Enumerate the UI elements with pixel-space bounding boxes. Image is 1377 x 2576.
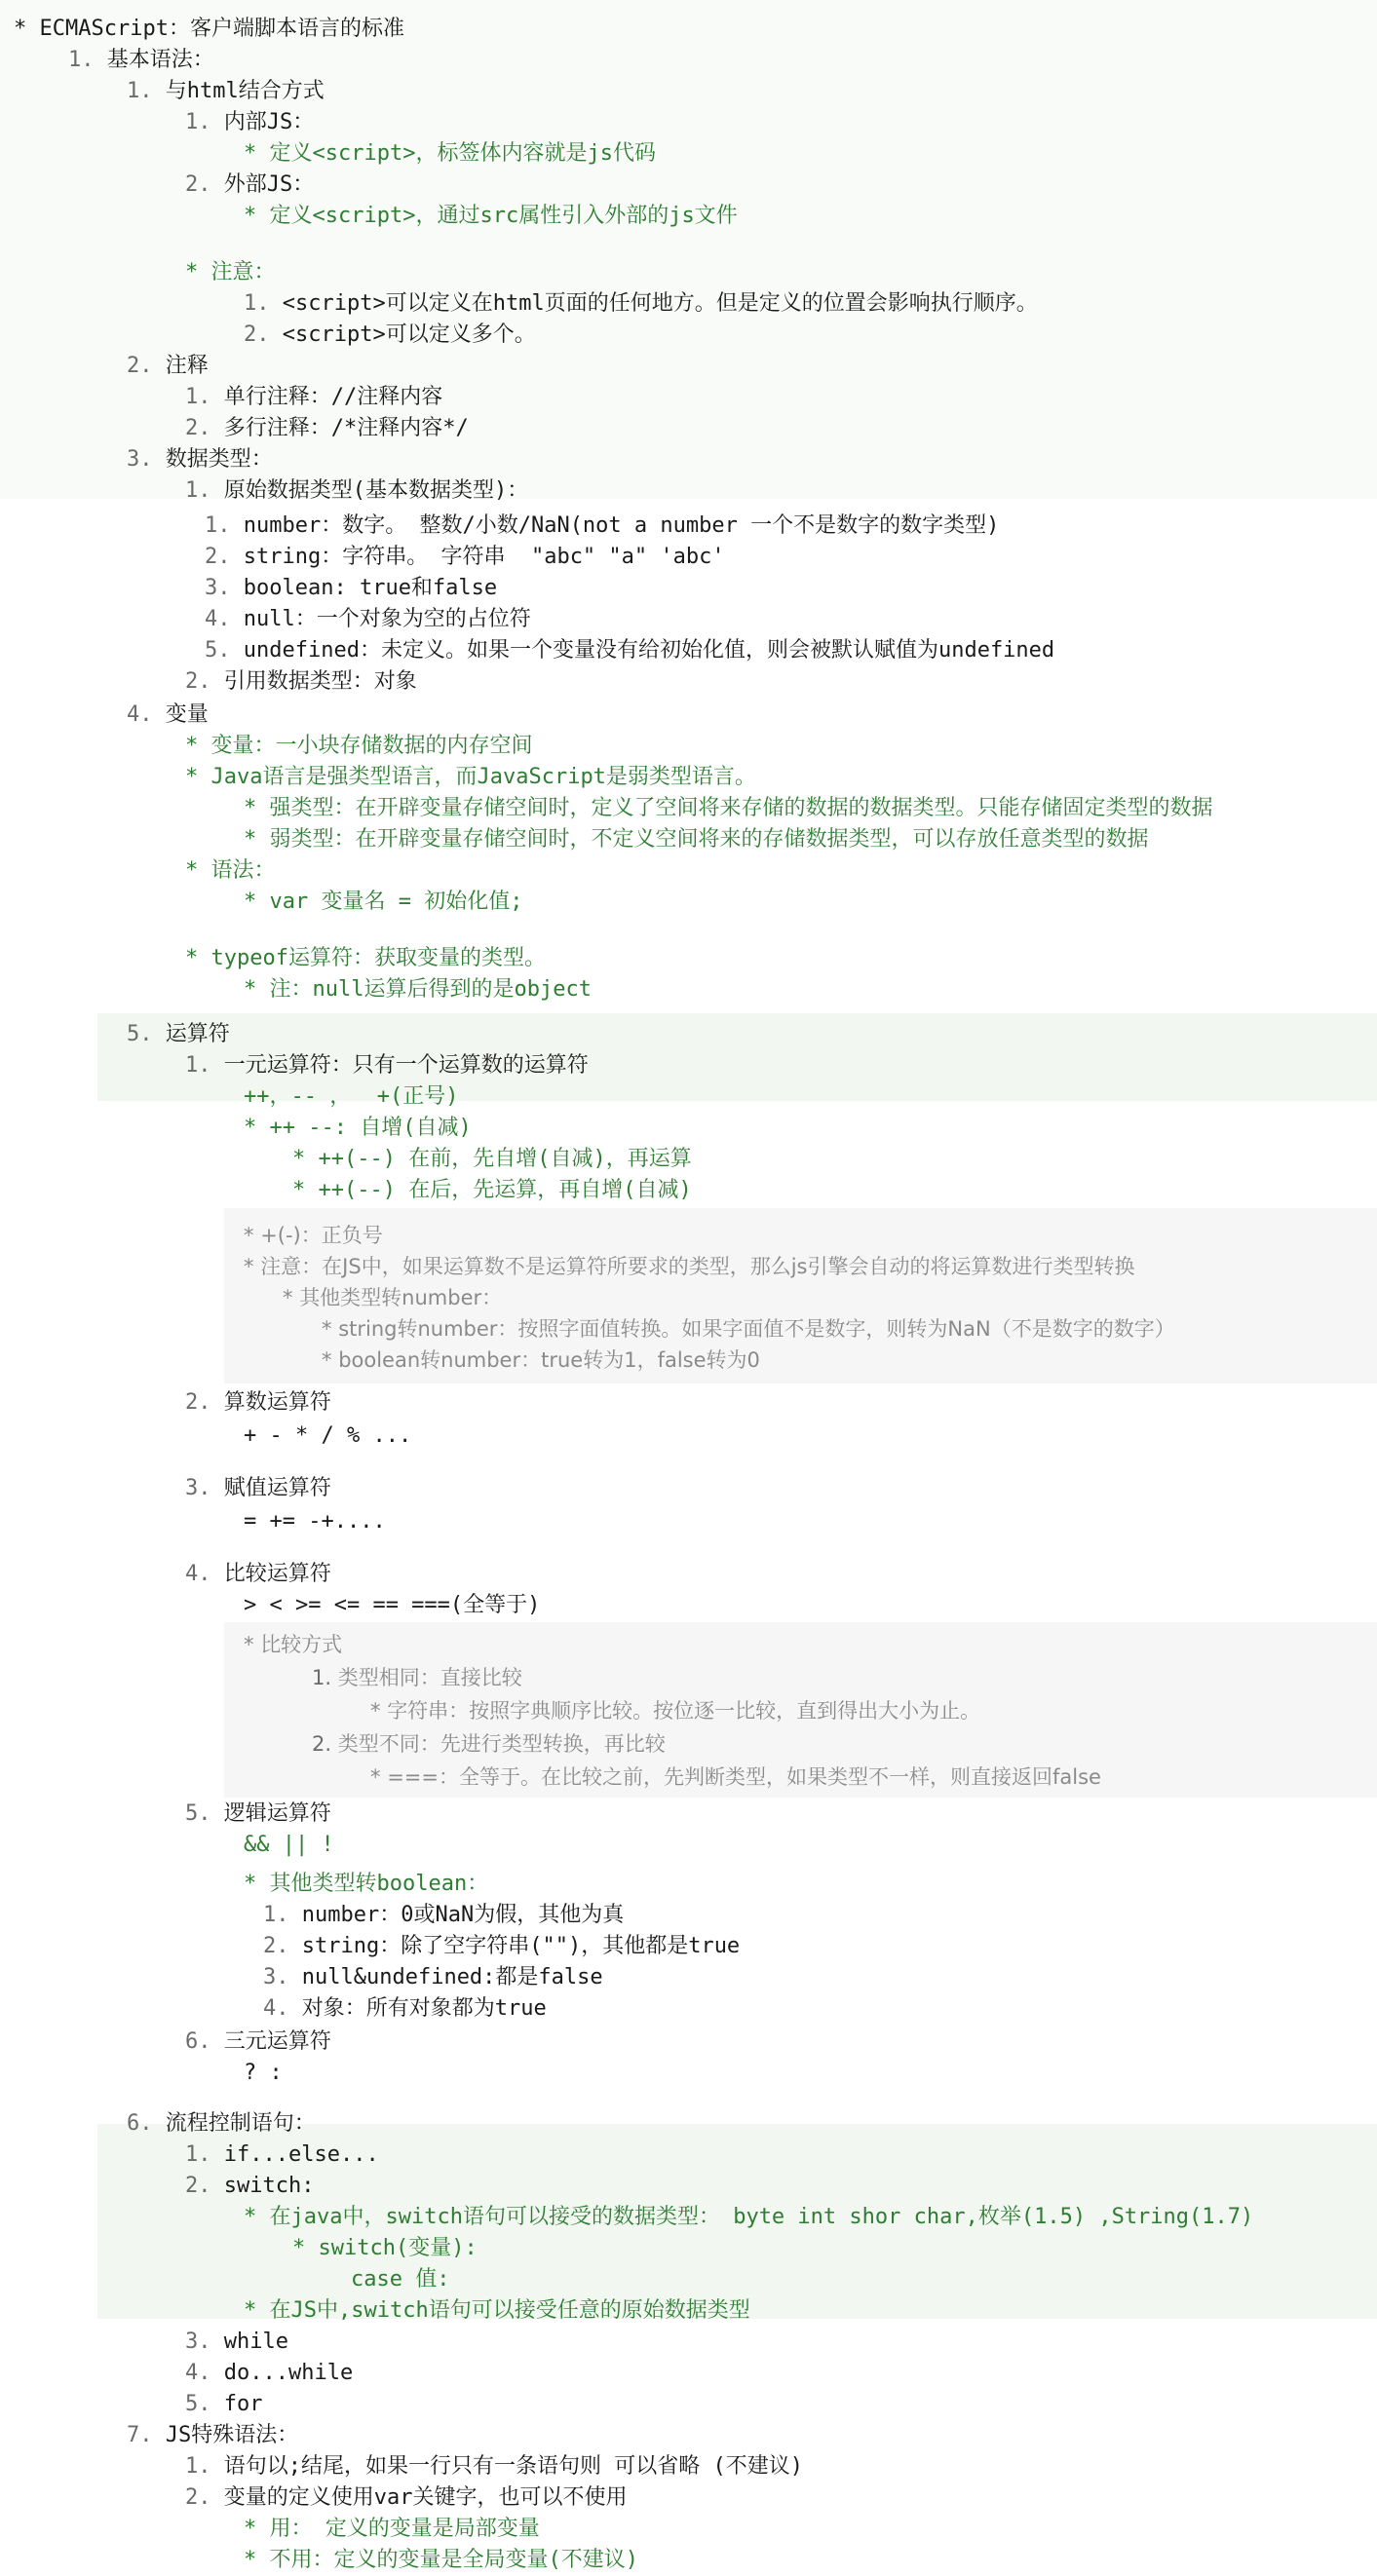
- outline-line: [185, 1387, 331, 1419]
- list-number: 5.: [127, 1022, 153, 1046]
- list-number: 4.: [263, 1996, 289, 2021]
- line-text: 字符串：按照字典顺序比较。按位逐一比较，直到得出大小为止。: [387, 1699, 981, 1723]
- list-number: 6.: [127, 2111, 153, 2136]
- outline-line: [185, 2327, 288, 2358]
- line-text: 多行注释：/*注释内容*/: [223, 416, 469, 440]
- bullet-marker: *: [370, 1765, 381, 1789]
- line-text: for: [223, 2392, 263, 2416]
- outline-line: [351, 2264, 449, 2295]
- list-number: 2.: [205, 545, 231, 569]
- line-text: 赋值运算符: [223, 1476, 331, 1500]
- outline-line: [185, 1050, 589, 1081]
- line-text: undefined：未定义。如果一个变量没有给初始化值，则会被默认赋值为undefined: [243, 638, 1055, 663]
- outline-line: [244, 2202, 1253, 2233]
- line-text: 在java中，switch语句可以接受的数据类型： byte int shor char,枚举(1.5) ,String(1.7): [269, 2205, 1254, 2229]
- list-number: 1.: [312, 1666, 332, 1689]
- outline-line: [127, 2420, 298, 2451]
- list-number: 2.: [263, 1934, 289, 1958]
- outline-line: [263, 1962, 603, 1993]
- line-text: = += -+....: [244, 1509, 386, 1534]
- outline-line: [185, 943, 546, 974]
- outline-line: [205, 573, 497, 604]
- line-text: 内部JS：: [223, 110, 315, 134]
- list-number: 4.: [205, 607, 231, 631]
- outline-line: [244, 1869, 488, 1900]
- outline-line: [185, 2027, 331, 2058]
- bullet-marker: *: [244, 827, 257, 852]
- line-text: ECMAScript：客户端脚本语言的标准: [39, 17, 404, 41]
- line-text: string转number：按照字面值转换。如果字面值不是数字，则转为NaN（不是数字的数字）: [338, 1317, 1175, 1341]
- outline-line: [244, 201, 738, 232]
- outline-line: [185, 2482, 628, 2514]
- outline-line: [185, 382, 442, 413]
- line-text: 其他类型转boolean：: [269, 1872, 489, 1896]
- outline-line: [244, 288, 1038, 320]
- list-number: 2.: [185, 2174, 211, 2198]
- line-text: 变量：一小块存储数据的内存空间: [210, 734, 533, 758]
- bullet-marker: *: [292, 2236, 306, 2260]
- outline-line: [370, 1762, 1101, 1793]
- bullet-marker: *: [185, 858, 199, 883]
- outline-line: [127, 2108, 316, 2140]
- line-text: 注释: [165, 354, 209, 378]
- list-number: 5.: [185, 1801, 211, 1826]
- bullet-marker: *: [244, 141, 257, 166]
- list-number: 2.: [185, 416, 211, 440]
- line-text: 注：null运算后得到的是object: [269, 977, 592, 1002]
- list-number: 2.: [244, 322, 270, 347]
- line-text: var 变量名 = 初始化值;: [269, 890, 523, 914]
- line-text: ===：全等于。在比较之前，先判断类型，如果类型不一样，则直接返回false: [387, 1765, 1101, 1789]
- list-number: 1.: [244, 291, 270, 316]
- outline-line: [244, 2295, 750, 2327]
- outline-line: [244, 1081, 458, 1113]
- list-number: 1.: [68, 48, 95, 72]
- outline-line: [185, 170, 314, 201]
- bullet-marker: *: [292, 1178, 306, 1202]
- outline-line: [244, 320, 536, 351]
- outline-line: [263, 1993, 547, 2025]
- list-number: 4.: [127, 702, 153, 727]
- line-text: 运算符: [165, 1022, 230, 1046]
- line-text: switch:: [223, 2174, 315, 2198]
- line-text: 一元运算符：只有一个运算数的运算符: [223, 1053, 589, 1078]
- line-text: ? :: [244, 2061, 283, 2085]
- line-text: 变量: [165, 702, 209, 727]
- outline-line: [127, 700, 209, 731]
- outline-line: [263, 1900, 624, 1931]
- bullet-marker: *: [244, 2205, 257, 2229]
- line-text: 强类型：在开辟变量存储空间时，定义了空间将来存储的数据的数据类型。只能存储固定类型的数据: [269, 796, 1213, 820]
- line-text: ++，-- ， +(正号): [244, 1084, 459, 1109]
- outline-line: [244, 974, 592, 1005]
- line-text: 定义<script>，标签体内容就是js代码: [269, 141, 656, 166]
- outline-line: [244, 1421, 411, 1452]
- outline-line: [205, 511, 999, 542]
- line-text: null：一个对象为空的占位符: [243, 607, 531, 631]
- list-number: 2.: [185, 172, 211, 197]
- list-number: 4.: [185, 1562, 211, 1586]
- line-text: <script>可以定义多个。: [282, 322, 536, 347]
- line-text: 类型相同：直接比较: [337, 1666, 522, 1689]
- bullet-marker: *: [244, 204, 257, 228]
- outline-line: [244, 1830, 334, 1861]
- line-text: 单行注释：//注释内容: [223, 385, 443, 409]
- line-text: 用： 定义的变量是局部变量: [269, 2517, 540, 2541]
- line-text: 比较方式: [260, 1633, 343, 1656]
- line-text: 比较运算符: [223, 1562, 331, 1586]
- outline-line: [283, 1282, 502, 1313]
- line-text: ++(--) 在后，先运算，再自增(自减): [318, 1178, 692, 1202]
- outline-line: [185, 1799, 331, 1830]
- line-text: 引用数据类型：对象: [223, 669, 417, 694]
- outline-line: [185, 2451, 803, 2482]
- outline-line: [244, 793, 1213, 824]
- list-number: 5.: [205, 638, 231, 663]
- line-text: 基本语法：: [106, 48, 214, 72]
- outline-line: [14, 14, 404, 45]
- line-text: && || !: [244, 1833, 334, 1857]
- outline-line: [127, 1019, 230, 1050]
- bullet-marker: *: [244, 1255, 254, 1278]
- outline-line: [244, 138, 656, 170]
- line-text: 注意：: [210, 260, 276, 284]
- line-text: typeof运算符：获取变量的类型。: [210, 946, 546, 970]
- line-text: +(-)：正负号: [260, 1224, 383, 1247]
- outline-line: [312, 1662, 522, 1693]
- bullet-marker: *: [185, 734, 199, 758]
- outline-line: [185, 1473, 331, 1504]
- list-number: 1.: [185, 110, 211, 134]
- list-number: 3.: [263, 1965, 289, 1989]
- bullet-marker: *: [244, 1116, 257, 1140]
- outline-line: [185, 107, 314, 138]
- line-text: 外部JS：: [223, 172, 315, 197]
- line-text: 注意：在JS中，如果运算数不是运算符所要求的类型，那么js引擎会自动的将运算数进行类型转换: [260, 1255, 1135, 1278]
- outline-line: [244, 1629, 342, 1660]
- outline-line: [205, 542, 725, 573]
- outline-line: [292, 1144, 692, 1175]
- list-number: 1.: [185, 2142, 211, 2167]
- list-number: 3.: [185, 1476, 211, 1500]
- line-text: boolean: true和false: [243, 576, 498, 600]
- line-text: 不用：定义的变量是全局变量(不建议): [269, 2548, 638, 2572]
- bullet-marker: *: [185, 260, 199, 284]
- bullet-marker: *: [244, 2298, 257, 2323]
- list-number: 1.: [127, 79, 153, 103]
- outline-line: [205, 635, 1054, 666]
- line-text: 数据类型：: [165, 447, 273, 472]
- line-text: ++(--) 在前，先自增(自减)，再运算: [318, 1147, 692, 1171]
- list-number: 6.: [185, 2029, 211, 2054]
- outline-line: [312, 1728, 666, 1760]
- outline-line: [244, 1251, 1134, 1282]
- outline-line: [127, 76, 325, 107]
- bullet-marker: *: [322, 1348, 332, 1372]
- list-number: 3.: [205, 576, 231, 600]
- bullet-marker: *: [244, 1872, 257, 1896]
- list-number: 1.: [185, 2454, 211, 2479]
- line-text: 类型不同：先进行类型转换，再比较: [337, 1732, 666, 1756]
- list-number: 1.: [185, 478, 211, 503]
- bullet-marker: *: [185, 765, 199, 789]
- line-text: + - * / % ...: [244, 1423, 412, 1448]
- line-text: 定义<script>，通过src属性引入外部的js文件: [269, 204, 738, 228]
- outline-line: [244, 824, 1149, 855]
- line-text: ++ --: 自增(自减): [269, 1116, 472, 1140]
- outline-line: [127, 351, 209, 382]
- list-number: 7.: [127, 2423, 153, 2447]
- line-text: 其他类型转number：: [299, 1286, 503, 1309]
- bullet-marker: *: [370, 1699, 381, 1723]
- line-text: switch(变量):: [318, 2236, 478, 2260]
- outline-line: [185, 475, 528, 507]
- bullet-marker: *: [244, 2517, 257, 2541]
- outline-line: [244, 1220, 383, 1251]
- line-text: > < >= <= == ===(全等于): [244, 1593, 541, 1617]
- line-text: 算数运算符: [223, 1390, 331, 1415]
- outline-line: [127, 444, 273, 475]
- outline-line: [185, 762, 756, 793]
- line-text: string：除了空字符串("")，其他都是true: [301, 1934, 741, 1958]
- outline-line: [244, 1113, 472, 1144]
- list-number: 3.: [127, 447, 153, 472]
- list-number: 2.: [312, 1732, 332, 1756]
- line-text: 语法：: [210, 858, 276, 883]
- bullet-marker: *: [244, 796, 257, 820]
- line-text: if...else...: [223, 2142, 379, 2167]
- outline-line: [185, 2389, 263, 2420]
- list-number: 1.: [185, 385, 211, 409]
- outline-line: [244, 2514, 540, 2545]
- outline-line: [244, 2545, 638, 2576]
- list-number: 5.: [185, 2392, 211, 2416]
- line-text: string：字符串。 字符串 "abc" "a" 'abc': [243, 545, 725, 569]
- outline-line: [370, 1695, 980, 1726]
- line-text: 三元运算符: [223, 2029, 331, 2054]
- line-text: null&undefined:都是false: [301, 1965, 603, 1989]
- outline-line: [185, 257, 276, 288]
- line-text: boolean转number：true转为1，false转为0: [338, 1348, 760, 1372]
- list-number: 3.: [185, 2330, 211, 2354]
- list-number: 1.: [185, 1053, 211, 1078]
- bullet-marker: *: [283, 1286, 293, 1309]
- outline-line: [205, 604, 531, 635]
- bullet-marker: *: [244, 977, 257, 1002]
- bullet-marker: *: [14, 17, 27, 41]
- bullet-marker: *: [244, 890, 257, 914]
- outline-line: [322, 1345, 760, 1376]
- outline-line: [185, 1559, 331, 1590]
- line-text: do...while: [223, 2361, 354, 2385]
- line-text: case 值:: [351, 2267, 450, 2292]
- bullet-marker: *: [185, 946, 199, 970]
- line-text: <script>可以定义在html页面的任何地方。但是定义的位置会影响执行顺序。: [282, 291, 1038, 316]
- line-text: 流程控制语句：: [165, 2111, 316, 2136]
- outline-line: [244, 2058, 283, 2089]
- list-number: 2.: [185, 2485, 211, 2510]
- outline-line: [244, 887, 522, 918]
- list-number: 1.: [205, 513, 231, 538]
- outline-line: [244, 1590, 540, 1621]
- line-text: 逻辑运算符: [223, 1801, 331, 1826]
- list-number: 2.: [185, 1390, 211, 1415]
- line-text: 语句以;结尾，如果一行只有一条语句则 可以省略 (不建议): [223, 2454, 803, 2479]
- outline-line: [244, 1506, 386, 1537]
- line-text: Java语言是强类型语言，而JavaScript是弱类型语言。: [210, 765, 756, 789]
- outline-line: [185, 413, 469, 444]
- list-number: 2.: [185, 669, 211, 694]
- line-text: while: [223, 2330, 288, 2354]
- outline-line: [292, 2233, 478, 2264]
- bullet-marker: *: [292, 1147, 306, 1171]
- line-text: 与html结合方式: [165, 79, 325, 103]
- outline-line: [185, 2358, 353, 2389]
- list-number: 2.: [127, 354, 153, 378]
- outline-line: [185, 2171, 314, 2202]
- line-text: 弱类型：在开辟变量存储空间时，不定义空间将来的存储数据类型，可以存放任意类型的数据: [269, 827, 1149, 852]
- outline-line: [185, 2140, 379, 2171]
- list-number: 1.: [263, 1903, 289, 1927]
- bullet-marker: *: [244, 2548, 257, 2572]
- outline-line: [185, 731, 533, 762]
- list-number: 4.: [185, 2361, 211, 2385]
- line-text: number：数字。 整数/小数/NaN(not a number 一个不是数字的数字类型): [243, 513, 1000, 538]
- outline-line: [185, 666, 417, 698]
- line-text: number：0或NaN为假，其他为真: [301, 1903, 625, 1927]
- outline-line: [322, 1313, 1175, 1345]
- bullet-marker: *: [244, 1224, 254, 1247]
- bullet-marker: *: [244, 1633, 254, 1656]
- line-text: 对象：所有对象都为true: [301, 1996, 547, 2021]
- outline-line: [185, 855, 276, 887]
- line-text: JS特殊语法：: [165, 2423, 299, 2447]
- bullet-marker: *: [322, 1317, 332, 1341]
- line-text: 变量的定义使用var关键字，也可以不使用: [223, 2485, 628, 2510]
- outline-line: [263, 1931, 740, 1962]
- outline-line: [68, 45, 214, 76]
- line-text: 在JS中,switch语句可以接受任意的原始数据类型: [269, 2298, 750, 2323]
- line-text: 原始数据类型(基本数据类型)：: [223, 478, 529, 503]
- outline-line: [292, 1175, 692, 1206]
